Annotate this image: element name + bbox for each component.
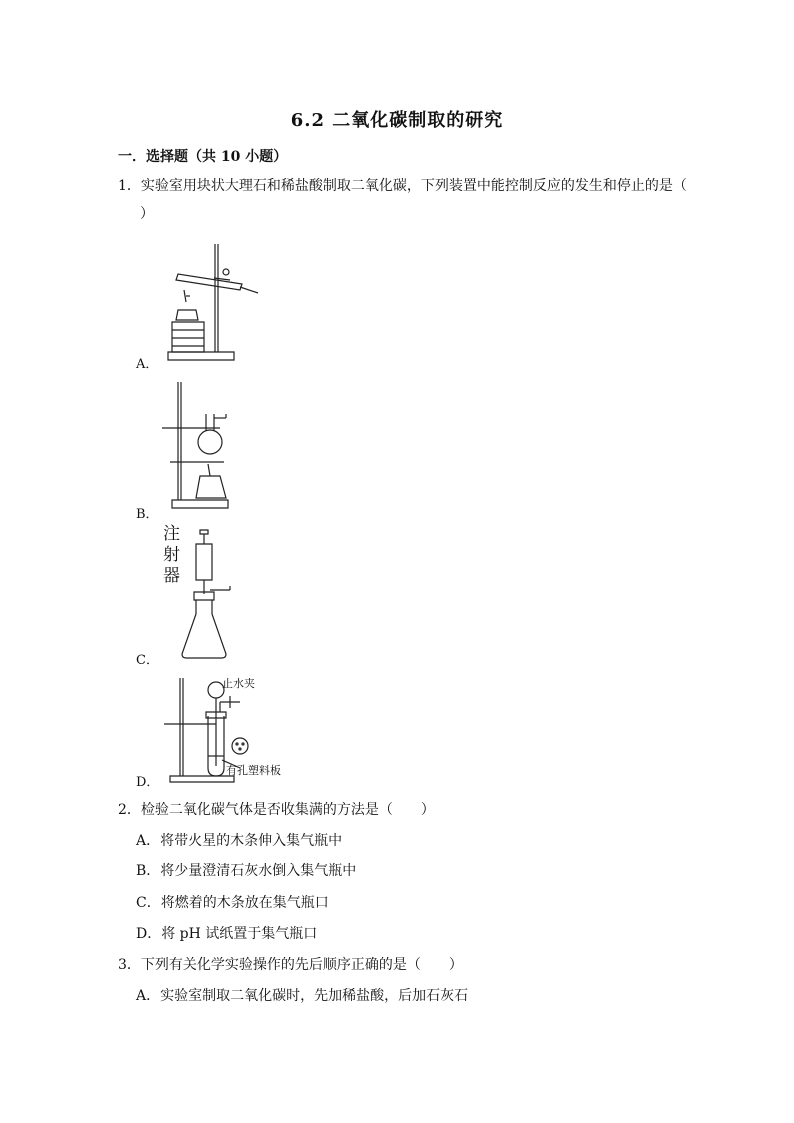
q2-option-b: B．将少量澄清石灰水倒入集气瓶中 xyxy=(136,863,357,879)
q2-option-c: C．将燃着的木条放在集气瓶口 xyxy=(136,895,329,911)
q2-option-d: D．将 pH 试纸置于集气瓶口 xyxy=(136,926,318,942)
section-heading: 一．选择题（共 10 小题） xyxy=(118,149,288,165)
q1-option-c-label: C． xyxy=(136,653,159,668)
q1-option-b-label: B． xyxy=(136,507,159,522)
q1-stem-line1: 1．实验室用块状大理石和稀盐酸制取二氧化碳，下列装置中能控制反应的发生和停止的是（ xyxy=(118,178,687,194)
q2-stem: 2．检验二氧化碳气体是否收集满的方法是（ ） xyxy=(118,802,435,818)
q1-option-d-label: D． xyxy=(136,775,160,790)
document-title: 6.2 二氧化碳制取的研究 xyxy=(290,110,504,131)
q1-stem-line2: ） xyxy=(140,206,154,222)
perforated-plate-caption: 有孔塑料板 xyxy=(226,764,281,777)
q3-stem: 3．下列有关化学实验操作的先后顺序正确的是（ ） xyxy=(118,957,463,973)
apparatus-c-figure xyxy=(178,528,238,662)
clamp-caption: 止水夹 xyxy=(222,677,255,690)
syringe-caption: 注射器 xyxy=(163,524,180,586)
apparatus-a-figure xyxy=(160,240,260,362)
q2-option-a: A．将带火星的木条伸入集气瓶中 xyxy=(136,833,343,849)
apparatus-b-figure xyxy=(160,380,240,510)
q3-option-a: A．实验室制取二氧化碳时，先加稀盐酸，后加石灰石 xyxy=(136,988,469,1004)
q1-option-a-label: A． xyxy=(136,357,159,372)
